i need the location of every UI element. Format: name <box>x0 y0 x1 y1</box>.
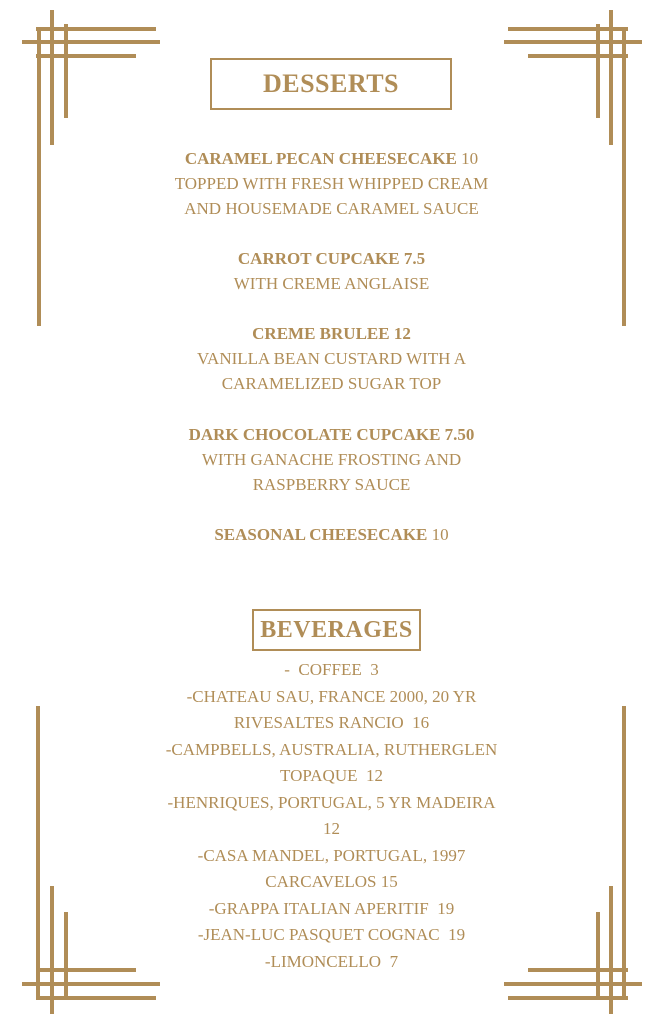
dessert-description: TOPPED WITH FRESH WHIPPED CREAM <box>174 174 489 193</box>
frame-line <box>528 54 628 58</box>
beverage-line: - COFFEE 3 <box>284 660 379 679</box>
beverage-line: -HENRIQUES, PORTUGAL, 5 YR MADEIRA <box>167 792 496 812</box>
frame-line <box>508 996 628 1000</box>
beverages-title-text: BEVERAGES <box>260 616 413 643</box>
dessert-item <box>0 422 663 497</box>
beverage-line: -GRAPPA ITALIAN APERITIF 19 <box>208 898 455 918</box>
frame-line <box>22 40 160 44</box>
frame-line <box>36 996 156 1000</box>
beverage-line: RIVESALTES RANCIO 16 <box>233 713 430 732</box>
beverage-line: -JEAN-LUC PASQUET COGNAC 19 <box>197 925 466 944</box>
beverage-line: TOPAQUE 12 <box>280 766 383 785</box>
desserts-title-text: DESSERTS <box>262 69 400 98</box>
beverage-line: -LIMONCELLO 7 <box>264 951 399 971</box>
dessert-price: 10 <box>456 149 479 168</box>
desserts-title <box>210 58 452 110</box>
dessert-price: 10 <box>427 525 449 544</box>
beverage-line: -CASA MANDEL, PORTUGAL, 1997 <box>197 845 466 865</box>
dessert-item <box>0 146 663 221</box>
dessert-description: RASPBERRY SAUCE <box>252 475 411 494</box>
dessert-description: WITH GANACHE FROSTING AND <box>201 450 462 469</box>
frame-line <box>36 27 156 31</box>
frame-line <box>50 10 54 145</box>
dessert-name: DARK CHOCOLATE CUPCAKE 7.50 <box>188 425 475 444</box>
frame-line <box>22 982 160 986</box>
dessert-name: CARROT CUPCAKE 7.5 <box>237 249 426 268</box>
dessert-item <box>0 246 663 296</box>
dessert-name-line <box>0 146 663 171</box>
dessert-name: SEASONAL CHEESECAKE <box>214 525 428 544</box>
dessert-name-line <box>0 522 663 547</box>
dessert-item <box>0 522 663 547</box>
beverage-line: CARCAVELOS 15 <box>265 872 398 891</box>
dessert-description: WITH CREME ANGLAISE <box>233 274 430 293</box>
frame-line <box>504 982 642 986</box>
dessert-description: VANILLA BEAN CUSTARD WITH A <box>196 349 467 368</box>
beverage-list <box>0 657 663 975</box>
dessert-item <box>0 321 663 396</box>
frame-line <box>64 24 68 118</box>
frame-line <box>609 10 613 145</box>
dessert-description: CARAMELIZED SUGAR TOP <box>221 374 442 393</box>
dessert-name: CREME BRULEE 12 <box>252 324 411 343</box>
beverage-line: 12 <box>323 819 340 838</box>
dessert-name: CARAMEL PECAN CHEESECAKE <box>184 149 457 168</box>
dessert-description: AND HOUSEMADE CARAMEL SAUCE <box>184 199 479 218</box>
beverage-line: -CHATEAU SAU, FRANCE 2000, 20 YR <box>186 686 477 706</box>
beverages-title <box>252 609 421 651</box>
frame-line <box>596 24 600 118</box>
beverage-line: -CAMPBELLS, AUSTRALIA, RUTHERGLEN <box>165 739 498 759</box>
